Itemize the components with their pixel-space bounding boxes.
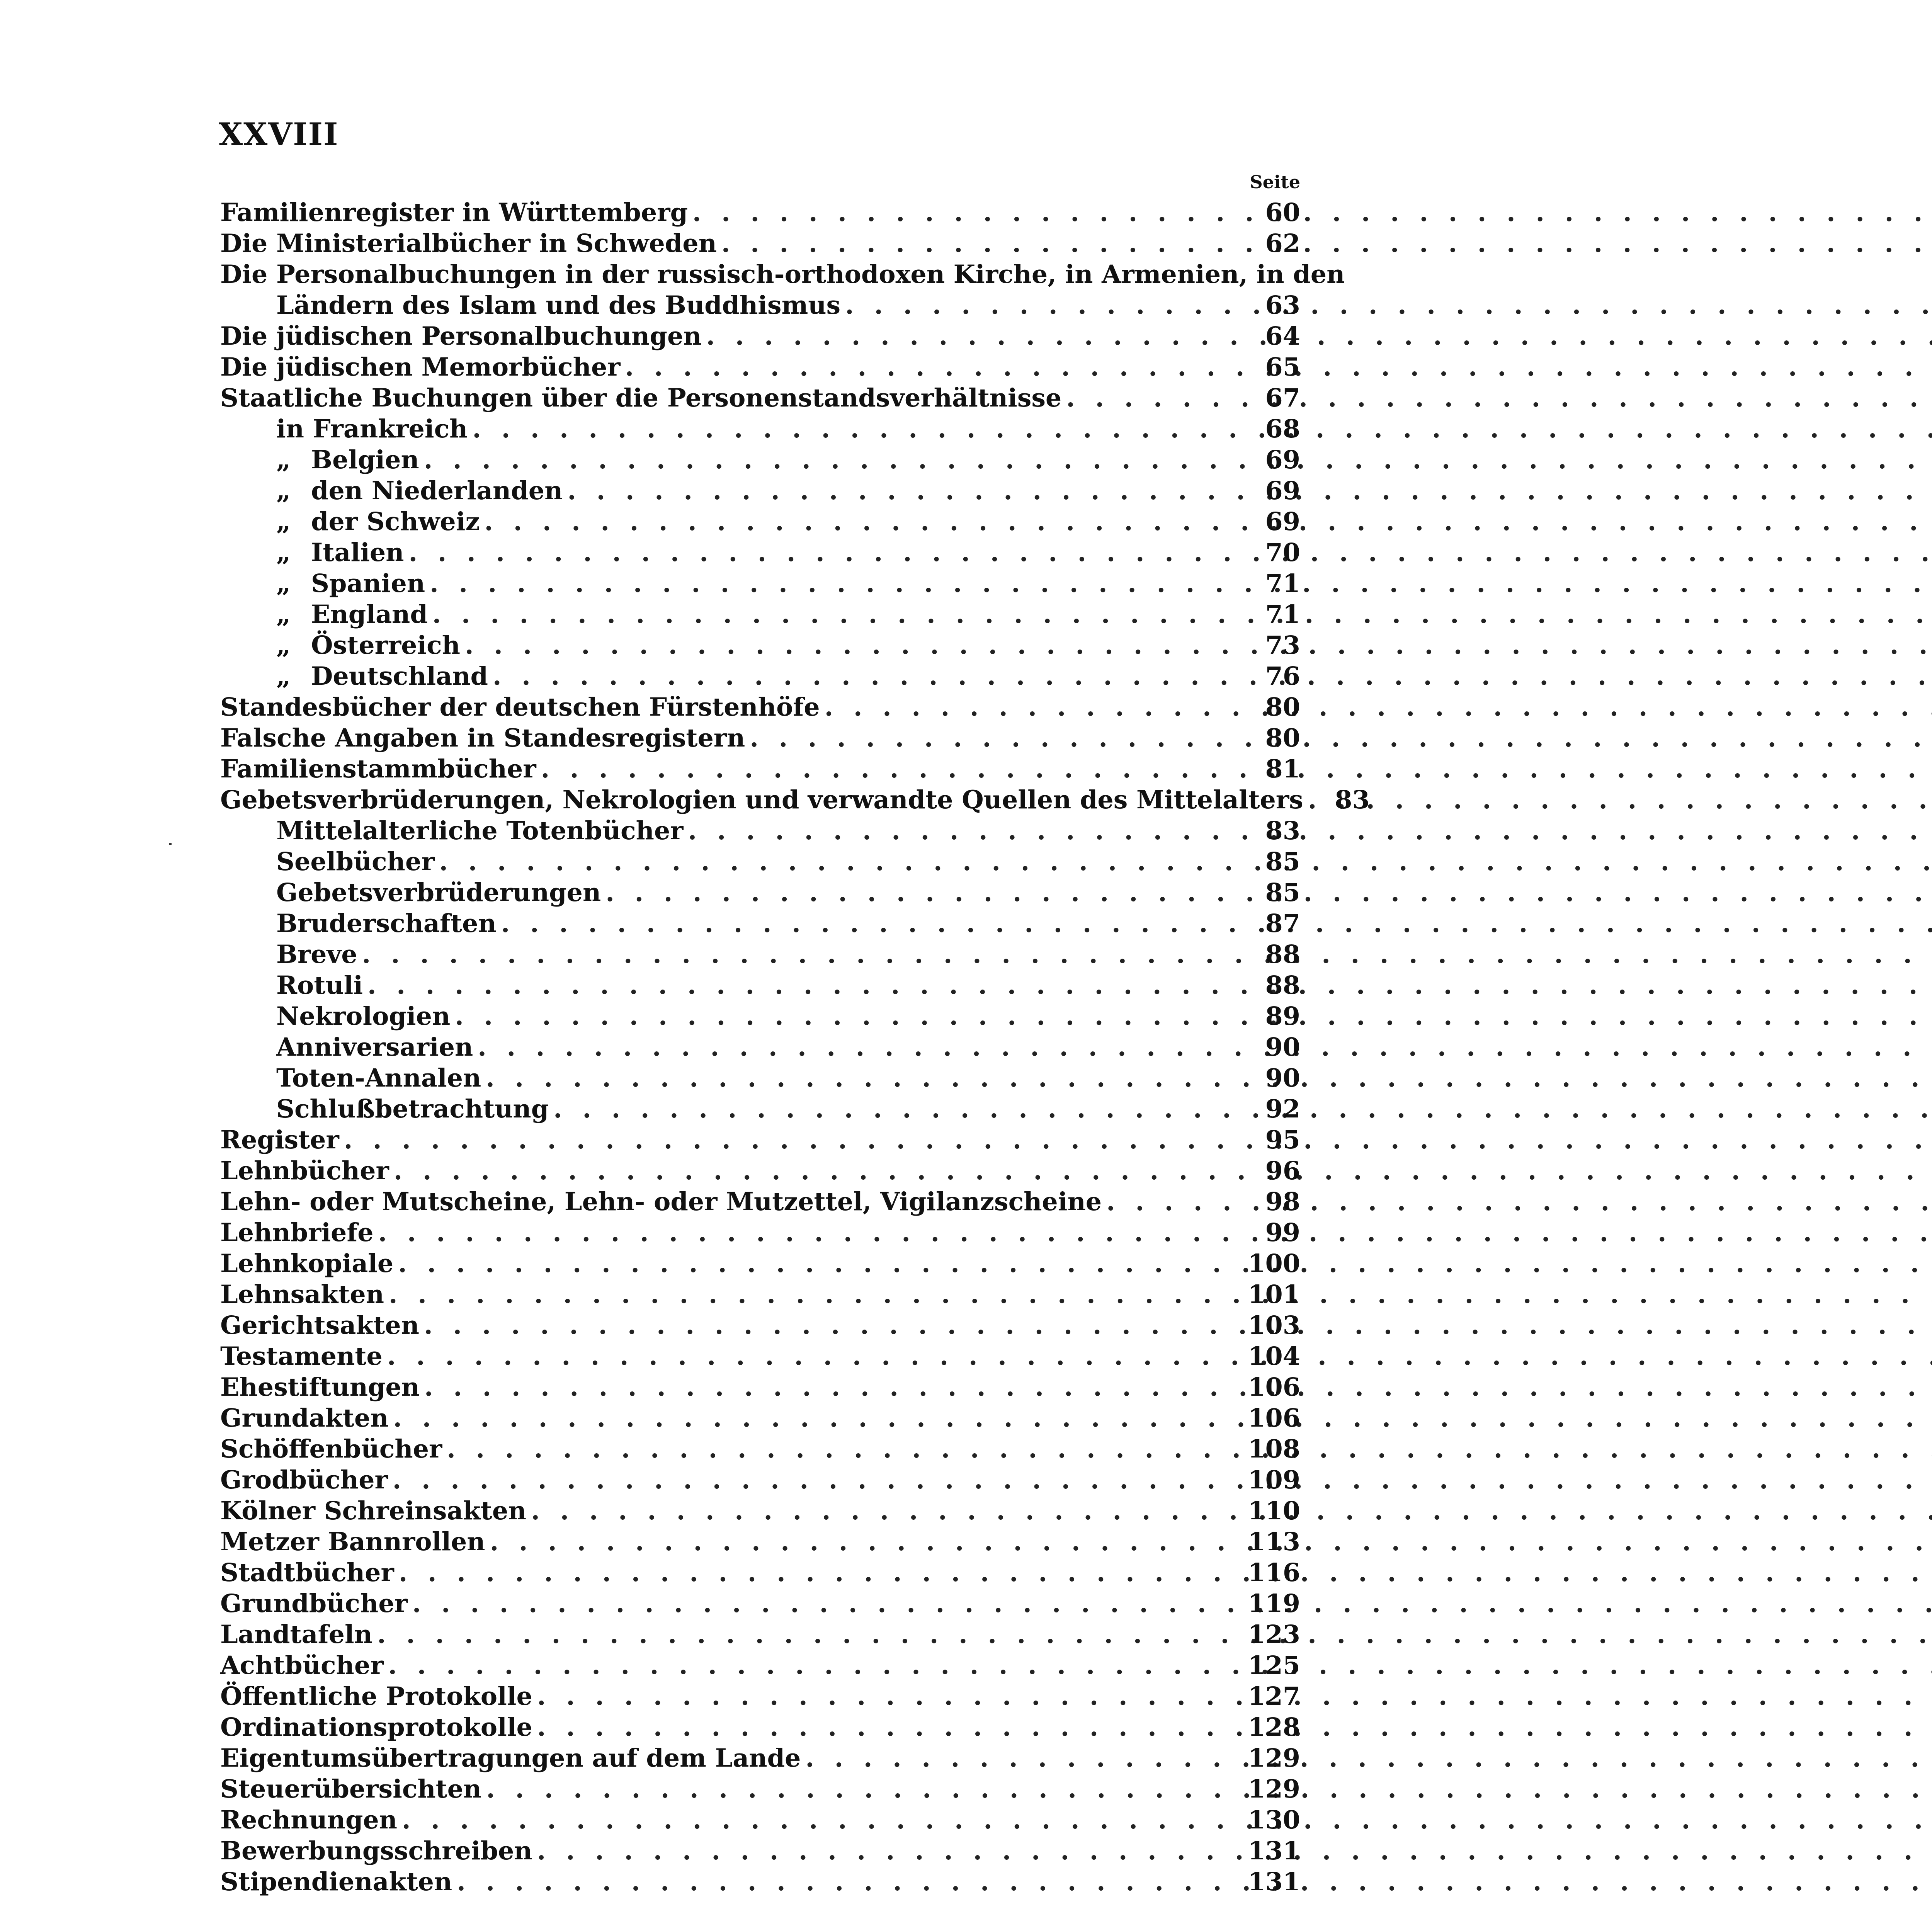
scan-speck bbox=[169, 843, 172, 845]
dot-leader bbox=[439, 846, 1254, 877]
dot-leader bbox=[501, 908, 1254, 939]
toc-entry bbox=[220, 1681, 1300, 1712]
ditto-mark: „ bbox=[276, 631, 291, 660]
toc-entry-title bbox=[220, 1526, 490, 1557]
toc-entry-title-text: Metzer Bannrollen bbox=[220, 1527, 485, 1556]
toc-entry-title bbox=[276, 1001, 455, 1032]
dot-leader bbox=[393, 1403, 1244, 1434]
dot-leader bbox=[394, 1155, 1254, 1186]
toc-entry-title-text: den Niederlanden bbox=[311, 476, 563, 505]
toc-entry-page: 71 bbox=[1265, 569, 1300, 598]
toc-entry-title bbox=[276, 537, 409, 568]
dot-leader bbox=[537, 1835, 1244, 1866]
dot-leader bbox=[537, 1681, 1244, 1712]
toc-entry-title bbox=[276, 908, 501, 939]
toc-entry bbox=[220, 1279, 1300, 1310]
toc-entry-page: 69 bbox=[1265, 445, 1300, 474]
toc-entry-title bbox=[220, 1835, 537, 1866]
toc-entry-title bbox=[276, 1063, 486, 1094]
toc-entry-title-text: Spanien bbox=[311, 569, 425, 598]
toc-entry-title-text: Gerichtsakten bbox=[220, 1311, 420, 1340]
toc-entry-page: 69 bbox=[1265, 507, 1300, 536]
toc-entry bbox=[220, 1217, 1300, 1248]
toc-entry-title bbox=[220, 1279, 389, 1310]
toc-entry-title bbox=[276, 846, 439, 877]
ditto-mark: „ bbox=[276, 569, 291, 598]
toc-entry-title-text: Staatliche Buchungen über die Personenstandsverhältnisse bbox=[220, 383, 1062, 413]
toc-entry-page: 106 bbox=[1248, 1372, 1300, 1402]
dot-leader bbox=[387, 1341, 1244, 1372]
toc-entry bbox=[220, 228, 1300, 259]
toc-entry-title-text: Mittelalterliche Totenbücher bbox=[276, 816, 684, 845]
toc-entry-page: 88 bbox=[1265, 971, 1300, 1000]
toc-entry bbox=[220, 1588, 1300, 1619]
toc-entry-title: Die Personalbuchungen in der russisch-orthodoxen Kirche, in Armenien, in den bbox=[220, 260, 1345, 289]
toc-entry bbox=[220, 784, 1370, 815]
toc-entry bbox=[220, 1310, 1300, 1341]
toc-entry-title-continued: Ländern des Islam und des Buddhismus bbox=[276, 291, 841, 320]
toc-entry bbox=[220, 1835, 1300, 1866]
toc-entry bbox=[220, 970, 1300, 1001]
toc-entry bbox=[220, 413, 1300, 444]
toc-entry-title bbox=[220, 321, 706, 352]
dot-leader bbox=[531, 1495, 1244, 1526]
ditto-mark: „ bbox=[276, 600, 291, 629]
toc-entry-title bbox=[220, 1464, 393, 1495]
toc-entry-title bbox=[276, 475, 567, 506]
toc-entry-title bbox=[276, 939, 362, 970]
toc-entry bbox=[220, 1063, 1300, 1094]
dot-leader bbox=[472, 413, 1254, 444]
toc-entry bbox=[220, 1650, 1300, 1681]
toc-entry-page: 64 bbox=[1265, 321, 1300, 351]
toc-entry-title bbox=[276, 568, 430, 599]
toc-entry-page: 104 bbox=[1248, 1342, 1300, 1371]
toc-entry-title-text: Nekrologien bbox=[276, 1002, 451, 1031]
toc-entry bbox=[220, 1094, 1300, 1124]
toc-entry bbox=[220, 352, 1300, 383]
toc-entry-page: 106 bbox=[1248, 1403, 1300, 1433]
dot-leader bbox=[447, 1434, 1244, 1464]
ditto-mark: „ bbox=[276, 445, 291, 474]
toc-entry-page: 109 bbox=[1248, 1465, 1300, 1495]
toc-entry-page: 89 bbox=[1265, 1002, 1300, 1031]
toc-entry-page: 65 bbox=[1265, 352, 1300, 382]
toc-entry bbox=[220, 1248, 1300, 1279]
toc-entry bbox=[220, 1186, 1300, 1217]
toc-entry-title-text: Österreich bbox=[311, 631, 460, 660]
toc-entry-title-text: Rotuli bbox=[276, 971, 363, 1000]
toc-entry-page: 96 bbox=[1265, 1156, 1300, 1185]
dot-leader bbox=[486, 1063, 1254, 1094]
toc-entry-title-text: Schlußbetrachtung bbox=[276, 1094, 549, 1124]
toc-entry-title-text: Ordinationsprotokolle bbox=[220, 1713, 532, 1742]
dot-leader bbox=[1066, 383, 1254, 413]
dot-leader bbox=[430, 568, 1254, 599]
dot-leader bbox=[1308, 784, 1323, 815]
toc-entry-page: 95 bbox=[1265, 1125, 1300, 1155]
toc-entry-title-text: Stipendienakten bbox=[220, 1867, 452, 1896]
dot-leader bbox=[388, 1650, 1244, 1681]
toc-entry-page: 67 bbox=[1265, 383, 1300, 413]
toc-entry-title-text: Rechnungen bbox=[220, 1805, 398, 1835]
dot-leader bbox=[486, 1774, 1244, 1804]
dot-leader bbox=[484, 506, 1254, 537]
toc-entry-title-text: Testamente bbox=[220, 1342, 383, 1371]
dot-leader bbox=[537, 1712, 1244, 1743]
dot-leader bbox=[455, 1001, 1254, 1032]
toc-entry-title bbox=[220, 1804, 402, 1835]
toc-entry-page: 116 bbox=[1248, 1558, 1300, 1587]
toc-entry-page: 80 bbox=[1265, 723, 1300, 753]
toc-entry bbox=[220, 506, 1300, 537]
toc-entry-title bbox=[220, 352, 625, 383]
toc-entry-title-text: Italien bbox=[311, 538, 404, 567]
toc-entry-page: 100 bbox=[1248, 1249, 1300, 1278]
toc-entry-page: 80 bbox=[1265, 692, 1300, 722]
dot-leader bbox=[721, 228, 1254, 259]
toc-entry-page: 70 bbox=[1265, 538, 1300, 567]
toc-entry-title bbox=[220, 1866, 457, 1897]
toc-entry-page: 73 bbox=[1265, 631, 1300, 660]
page-number: XXVIII bbox=[219, 116, 339, 152]
toc-entry-title-text: Toten-Annalen bbox=[276, 1063, 481, 1093]
toc-entry bbox=[220, 475, 1300, 506]
toc-entry-title bbox=[276, 661, 493, 692]
toc-entry-title-text: Die jüdischen Personalbuchungen bbox=[220, 321, 702, 351]
dot-leader bbox=[567, 475, 1254, 506]
dot-leader bbox=[409, 537, 1254, 568]
dot-leader bbox=[432, 599, 1254, 630]
toc-entry bbox=[220, 846, 1300, 877]
table-of-contents bbox=[220, 197, 1370, 1897]
toc-entry-page: 131 bbox=[1248, 1867, 1300, 1896]
toc-entry-page: 101 bbox=[1248, 1280, 1300, 1309]
toc-entry bbox=[220, 537, 1300, 568]
toc-entry-title-text: der Schweiz bbox=[311, 507, 480, 536]
toc-entry-page: 103 bbox=[1248, 1311, 1300, 1340]
toc-entry-title bbox=[220, 1681, 537, 1712]
toc-entry bbox=[220, 1341, 1300, 1372]
toc-entry-page: 87 bbox=[1265, 909, 1300, 938]
dot-leader bbox=[344, 1124, 1254, 1155]
toc-entry bbox=[220, 383, 1300, 413]
toc-entry-title-text: Kölner Schreinsakten bbox=[220, 1496, 527, 1526]
toc-entry bbox=[220, 692, 1300, 723]
dot-leader bbox=[478, 1032, 1254, 1063]
ditto-mark: „ bbox=[276, 507, 291, 536]
toc-entry-title-text: Deutschland bbox=[311, 662, 488, 691]
toc-entry-title bbox=[220, 1186, 1106, 1217]
toc-entry-page: 90 bbox=[1265, 1063, 1300, 1093]
toc-entry bbox=[220, 1032, 1300, 1063]
dot-leader bbox=[825, 692, 1254, 723]
dot-leader bbox=[490, 1526, 1244, 1557]
toc-entry-page: 119 bbox=[1248, 1589, 1300, 1618]
toc-entry-page: 60 bbox=[1265, 198, 1300, 227]
toc-entry-page: 69 bbox=[1265, 476, 1300, 505]
toc-entry bbox=[220, 1403, 1300, 1434]
toc-entry bbox=[220, 1434, 1300, 1464]
toc-entry bbox=[220, 1866, 1300, 1897]
dot-leader bbox=[805, 1743, 1244, 1774]
toc-entry-page: 110 bbox=[1248, 1496, 1300, 1526]
dot-leader bbox=[424, 1310, 1244, 1341]
dot-leader bbox=[378, 1217, 1254, 1248]
toc-entry-title-text: Bewerbungsschreiben bbox=[220, 1836, 532, 1866]
toc-entry-title-text: Ehestiftungen bbox=[220, 1372, 420, 1402]
toc-entry-title bbox=[220, 228, 721, 259]
toc-entry-title bbox=[220, 1341, 387, 1372]
toc-entry-title bbox=[276, 599, 432, 630]
dot-leader bbox=[688, 815, 1254, 846]
toc-entry-title bbox=[220, 1434, 447, 1464]
dot-leader bbox=[424, 1372, 1244, 1403]
toc-entry-page: 63 bbox=[1265, 291, 1300, 320]
toc-entry-title-text: Schöffenbücher bbox=[220, 1434, 442, 1464]
dot-leader bbox=[845, 290, 1254, 321]
toc-entry-title bbox=[220, 753, 541, 784]
toc-entry-title-text: Falsche Angaben in Standesregistern bbox=[220, 723, 745, 753]
dot-leader bbox=[706, 321, 1254, 352]
toc-entry-page: 127 bbox=[1248, 1682, 1300, 1711]
dot-leader bbox=[1106, 1186, 1254, 1217]
dot-leader bbox=[553, 1094, 1254, 1124]
toc-entry-title bbox=[220, 1403, 393, 1434]
toc-entry-title bbox=[276, 1032, 478, 1063]
toc-entry-title bbox=[276, 444, 424, 475]
page-column-label: Seite bbox=[1250, 172, 1300, 192]
toc-entry-title-text: Familienstammbücher bbox=[220, 754, 536, 784]
dot-leader bbox=[377, 1619, 1244, 1650]
toc-entry-page: 113 bbox=[1248, 1527, 1300, 1556]
toc-entry-title bbox=[276, 1094, 553, 1124]
toc-entry-page: 83 bbox=[1265, 816, 1300, 845]
toc-entry-title bbox=[220, 1217, 378, 1248]
toc-entry-page: 98 bbox=[1265, 1187, 1300, 1216]
dot-leader bbox=[457, 1866, 1244, 1897]
toc-entry-title bbox=[220, 692, 825, 723]
toc-entry-title-text: England bbox=[311, 600, 428, 629]
toc-entry-title bbox=[220, 1650, 388, 1681]
toc-entry-title-text: Breve bbox=[276, 940, 357, 969]
toc-entry bbox=[220, 877, 1300, 908]
dot-leader bbox=[367, 970, 1254, 1001]
toc-entry-title bbox=[276, 970, 367, 1001]
toc-entry-title-text: in Frankreich bbox=[276, 414, 468, 444]
toc-entry-title-text: Steuerübersichten bbox=[220, 1774, 482, 1804]
toc-entry-title bbox=[220, 1372, 424, 1403]
dot-leader bbox=[692, 197, 1254, 228]
toc-entry-title bbox=[220, 1712, 537, 1743]
toc-entry bbox=[220, 1526, 1300, 1557]
toc-entry-title bbox=[276, 815, 688, 846]
toc-entry bbox=[220, 1372, 1300, 1403]
toc-entry-title-text: Achtbücher bbox=[220, 1651, 384, 1680]
toc-entry-title bbox=[220, 1557, 399, 1588]
toc-entry-page: 123 bbox=[1248, 1620, 1300, 1649]
toc-entry-title-text: Register bbox=[220, 1125, 339, 1155]
toc-entry bbox=[220, 1743, 1300, 1774]
toc-entry-title bbox=[220, 1619, 377, 1650]
toc-entry-title bbox=[276, 413, 472, 444]
toc-entry-page: 92 bbox=[1265, 1094, 1300, 1124]
dot-leader bbox=[605, 877, 1254, 908]
toc-entry-title bbox=[220, 723, 750, 753]
toc-entry-title-text: Familienregister in Württemberg bbox=[220, 198, 688, 227]
toc-entry-page: 131 bbox=[1248, 1836, 1300, 1866]
toc-entry-title-text: Lehnbücher bbox=[220, 1156, 389, 1185]
toc-entry-page: 62 bbox=[1265, 229, 1300, 258]
toc-entry-page: 85 bbox=[1265, 878, 1300, 907]
toc-entry bbox=[220, 1155, 1300, 1186]
toc-entry-title-text: Belgien bbox=[311, 445, 419, 474]
toc-entry-title bbox=[220, 1155, 394, 1186]
ditto-mark: „ bbox=[276, 662, 291, 691]
toc-entry-page: 81 bbox=[1265, 754, 1300, 784]
toc-entry bbox=[220, 723, 1300, 753]
toc-entry-title-text: Anniversarien bbox=[276, 1032, 473, 1062]
toc-entry-page: 130 bbox=[1248, 1805, 1300, 1835]
toc-entry bbox=[220, 908, 1300, 939]
toc-entry-page: 85 bbox=[1265, 847, 1300, 876]
toc-entry bbox=[220, 1557, 1300, 1588]
toc-entry bbox=[220, 1712, 1300, 1743]
toc-entry-page: 99 bbox=[1265, 1218, 1300, 1247]
ditto-mark: „ bbox=[276, 538, 291, 567]
toc-entry-title-text: Gebetsverbrüderungen, Nekrologien und verwandte Quellen des Mittelalters bbox=[220, 785, 1303, 815]
toc-entry bbox=[220, 815, 1300, 846]
toc-entry-title bbox=[220, 197, 692, 228]
dot-leader bbox=[393, 1464, 1244, 1495]
toc-entry-title bbox=[276, 877, 605, 908]
dot-leader bbox=[750, 723, 1254, 753]
dot-leader bbox=[412, 1588, 1244, 1619]
toc-entry-title bbox=[220, 1774, 486, 1804]
toc-entry-title-text: Stadtbücher bbox=[220, 1558, 394, 1587]
dot-leader bbox=[493, 661, 1254, 692]
toc-entry bbox=[220, 1619, 1300, 1650]
dot-leader bbox=[398, 1248, 1244, 1279]
toc-entry bbox=[220, 1124, 1300, 1155]
toc-entry-title bbox=[220, 1248, 398, 1279]
toc-entry-title-text: Grundbücher bbox=[220, 1589, 408, 1618]
toc-entry-page: 76 bbox=[1265, 662, 1300, 691]
toc-entry bbox=[220, 630, 1300, 661]
toc-entry-title bbox=[220, 1588, 412, 1619]
toc-entry-title-text: Lehn- oder Mutscheine, Lehn- oder Mutzettel, Vigilanzscheine bbox=[220, 1187, 1102, 1216]
toc-entry-page: 108 bbox=[1248, 1434, 1300, 1464]
toc-entry bbox=[220, 753, 1300, 784]
toc-entry-title-text: Standesbücher der deutschen Fürstenhöfe bbox=[220, 692, 820, 722]
toc-entry-page: 71 bbox=[1265, 600, 1300, 629]
dot-leader bbox=[625, 352, 1254, 383]
toc-entry-title-text: Landtafeln bbox=[220, 1620, 372, 1649]
toc-entry-title bbox=[276, 506, 484, 537]
toc-entry bbox=[220, 1001, 1300, 1032]
toc-entry-title-text: Seelbücher bbox=[276, 847, 435, 876]
toc-entry-title bbox=[220, 1310, 424, 1341]
toc-entry bbox=[220, 1495, 1300, 1526]
toc-entry-title bbox=[276, 630, 465, 661]
toc-entry-title-text: Die Ministerialbücher in Schweden bbox=[220, 229, 717, 258]
ditto-mark: „ bbox=[276, 476, 291, 505]
toc-entry-title-text: Lehnbriefe bbox=[220, 1218, 374, 1247]
toc-entry-title-text: Bruderschaften bbox=[276, 909, 497, 938]
dot-leader bbox=[541, 753, 1254, 784]
toc-entry-page: 129 bbox=[1248, 1743, 1300, 1773]
toc-entry bbox=[220, 1804, 1300, 1835]
toc-entry-title bbox=[220, 1743, 805, 1774]
toc-entry-page: 88 bbox=[1265, 940, 1300, 969]
toc-entry-title bbox=[220, 383, 1066, 413]
toc-entry-title bbox=[220, 1495, 531, 1526]
toc-entry-title-text: Eigentumsübertragungen auf dem Lande bbox=[220, 1743, 801, 1773]
toc-entry-title-text: Lehnsakten bbox=[220, 1280, 384, 1309]
toc-entry bbox=[220, 197, 1300, 228]
toc-entry bbox=[220, 444, 1300, 475]
toc-entry-title-text: Grundakten bbox=[220, 1403, 389, 1433]
toc-entry-page: 125 bbox=[1248, 1651, 1300, 1680]
toc-entry-title-text: Grodbücher bbox=[220, 1465, 388, 1495]
dot-leader bbox=[424, 444, 1254, 475]
toc-entry bbox=[220, 599, 1300, 630]
toc-entry-page: 83 bbox=[1335, 785, 1370, 815]
toc-entry-page: 128 bbox=[1248, 1713, 1300, 1742]
toc-entry-page: 129 bbox=[1248, 1774, 1300, 1804]
toc-entry bbox=[220, 568, 1300, 599]
toc-entry-title-text: Die jüdischen Memorbücher bbox=[220, 352, 621, 382]
toc-entry-title-text: Gebetsverbrüderungen bbox=[276, 878, 601, 907]
toc-entry-page: 68 bbox=[1265, 414, 1300, 444]
toc-entry-title bbox=[220, 784, 1308, 815]
toc-entry bbox=[220, 1774, 1300, 1804]
dot-leader bbox=[399, 1557, 1244, 1588]
dot-leader bbox=[402, 1804, 1244, 1835]
dot-leader bbox=[362, 939, 1254, 970]
toc-entry-title bbox=[220, 1124, 344, 1155]
toc-entry bbox=[220, 661, 1300, 692]
toc-entry bbox=[220, 1464, 1300, 1495]
dot-leader bbox=[389, 1279, 1244, 1310]
toc-entry-title-text: Lehnkopiale bbox=[220, 1249, 394, 1278]
toc-entry-title-text: Öffentliche Protokolle bbox=[220, 1682, 532, 1711]
dot-leader bbox=[465, 630, 1254, 661]
toc-entry bbox=[220, 321, 1300, 352]
toc-entry-page: 90 bbox=[1265, 1032, 1300, 1062]
toc-entry bbox=[220, 259, 1345, 321]
toc-entry bbox=[220, 939, 1300, 970]
